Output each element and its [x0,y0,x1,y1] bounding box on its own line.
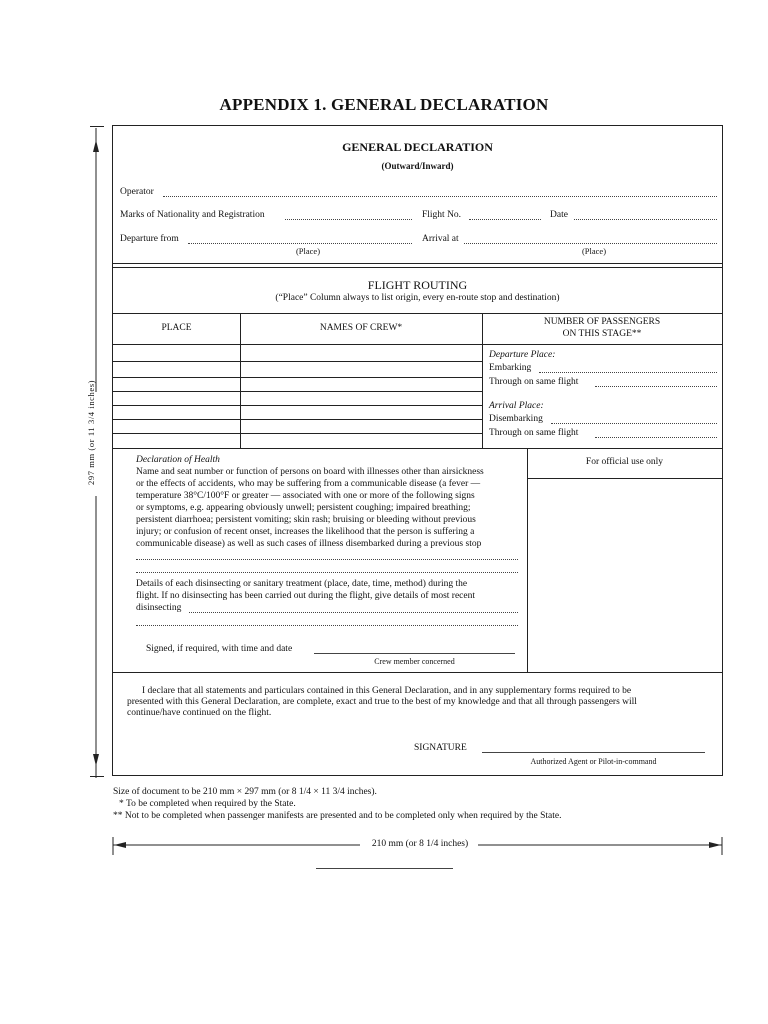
table-row[interactable] [113,433,482,434]
form-heading: GENERAL DECLARATION [342,140,493,154]
routing-heading: FLIGHT ROUTING [367,278,468,292]
health-line-3: temperature 38°C/100°F or greater — associated with one or more of the following signs [136,491,475,501]
place-hint-left: (Place) [295,246,321,256]
footnote-manifests: ** Not to be completed when passenger manifests are presented and to be completed only when required by the State. [113,811,562,821]
declaration-line-1: I declare that all statements and particulars contained in this General Declaration, and in any supplementary forms required to be [142,686,632,696]
table-row[interactable] [113,361,482,362]
table-row[interactable] [113,377,482,378]
col-crew-header: NAMES OF CREW* [319,323,403,333]
flight-no-label: Flight No. [422,210,462,220]
date-label: Date [550,210,568,220]
footnote-size: Size of document to be 210 mm × 297 mm (or 8 1/4 × 11 3/4 inches). [113,787,377,797]
signed-label: Signed, if required, with time and date [146,644,293,654]
declaration-line-2: presented with this General Declaration, are complete, exact and true to the best of my knowledge and that all through passengers will [127,697,637,707]
signed-field[interactable] [314,653,515,654]
marks-label: Marks of Nationality and Registration [120,210,265,220]
through-label-1: Through on same flight [489,377,579,387]
flight-no-field[interactable] [469,219,541,220]
arrival-label: Arrival at [422,234,459,244]
disembarking-label: Disembarking [489,414,543,424]
disinsect-line-3: disinsecting [136,603,182,613]
health-line-5: persistent diarrhoea; persistent vomiting; skin rash; bruising or bleeding without previous [136,515,476,525]
official-use-label: For official use only [585,457,664,467]
health-dotted-line[interactable] [136,572,518,573]
col-passengers-header-1: NUMBER OF PASSENGERS [543,317,661,327]
signatory-label: Authorized Agent or Pilot-in-command [530,757,657,766]
width-dimension-label: 210 mm (or 8 1/4 inches) [371,839,469,849]
operator-field[interactable] [163,196,717,197]
health-line-1: Name and seat number or function of persons on board with illnesses other than airsickness [136,467,484,477]
declaration-line-3: continue/have continued on the flight. [127,708,272,718]
col-place-header: PLACE [161,323,192,333]
routing-note: (“Place” Column always to list origin, every en-route stop and destination) [275,293,560,303]
health-line-4: or symptoms, e.g. appearing obviously unwell; persistent coughing; impaired breathing; [136,503,471,513]
through-label-2: Through on same flight [489,428,579,438]
crew-member-label: Crew member concerned [374,657,455,666]
disinsect-field[interactable] [189,612,518,613]
departure-field[interactable] [188,243,412,244]
embarking-label: Embarking [489,363,532,373]
disinsect-line-2: flight. If no disinsecting has been carried out during the flight, give details of most recent [136,591,476,601]
date-field[interactable] [574,219,717,220]
disinsect-dotted-line[interactable] [136,625,518,626]
health-heading: Declaration of Health [136,455,220,465]
form-subheading: (Outward/Inward) [381,161,454,171]
table-row[interactable] [113,391,482,392]
signature-field[interactable] [482,752,705,753]
col-passengers-header-2: ON THIS STAGE** [562,329,642,339]
arrival-field[interactable] [464,243,717,244]
departure-place-label: Departure Place: [489,350,556,360]
departure-label: Departure from [120,234,179,244]
health-line-6: injury; or confusion of recent onset, increases the likelihood that the person is suffering a [136,527,475,537]
marks-field[interactable] [285,219,412,220]
disembarking-field[interactable] [551,423,717,424]
footnote-state: * To be completed when required by the State. [119,799,296,809]
arrival-place-label: Arrival Place: [489,401,544,411]
disinsect-line-1: Details of each disinsecting or sanitary treatment (place, date, time, method) during the [136,579,468,589]
operator-label: Operator [120,187,154,197]
health-line-7: communicable disease) as well as such cases of illness disembarked during a previous stop [136,539,482,549]
table-row[interactable] [113,419,482,420]
through-field-2[interactable] [595,437,717,438]
signature-label: SIGNATURE [414,743,467,753]
page-title: APPENDIX 1. GENERAL DECLARATION [219,95,549,114]
through-field-1[interactable] [595,386,717,387]
health-dotted-line[interactable] [136,559,518,560]
embarking-field[interactable] [539,372,717,373]
bottom-rule [316,868,453,869]
health-line-2: or the effects of accidents, who may be suffering from a communicable disease (a fever — [136,479,481,489]
table-row[interactable] [113,405,482,406]
general-declaration-form [112,125,723,776]
place-hint-right: (Place) [581,246,607,256]
